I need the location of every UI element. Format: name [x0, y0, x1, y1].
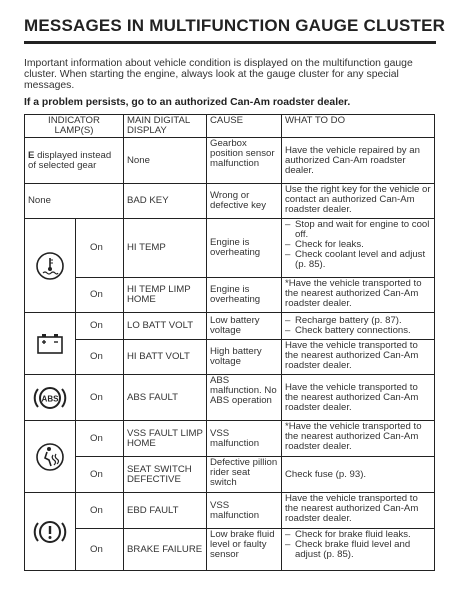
table-row	[25, 421, 435, 457]
table-row	[25, 375, 435, 421]
display-cell: HI BATT VOLT	[124, 340, 207, 375]
lamp-state: On	[76, 313, 124, 340]
todo-cell: Check fuse (p. 93).	[282, 457, 435, 493]
header-indicator: INDICATOR LAMP(S)	[25, 115, 124, 138]
vss-skid-icon	[35, 441, 65, 473]
messages-table	[24, 114, 435, 571]
list-item: – Recharge battery (p. 87).	[285, 315, 402, 326]
svg-text:ABS: ABS	[41, 394, 59, 403]
coolant-temperature-icon	[35, 251, 65, 281]
list-item: – Stop and wait for engine to cool off.	[285, 219, 430, 240]
list-item: – Check for brake fluid leaks.	[285, 529, 411, 540]
table-header-row	[25, 115, 435, 138]
lamp-state: On	[76, 278, 124, 313]
intro-text: Important information about vehicle condition is displayed on the multifunction gauge cluster. When starting the engine, always look at the gauge cluster for any special messages.	[24, 58, 413, 91]
cause-cell: VSS malfunction	[207, 493, 282, 529]
cause-cell: Wrong or defective key	[207, 184, 282, 219]
display-cell: EBD FAULT	[124, 493, 207, 529]
table-row	[25, 278, 435, 313]
display-cell: None	[124, 138, 207, 184]
lamp-state: On	[76, 375, 124, 421]
dealer-warning: If a problem persists, go to an authorized Can-Am roadster dealer.	[24, 97, 351, 108]
table-row	[25, 493, 435, 529]
icon-cell	[25, 219, 76, 313]
title-rule	[24, 41, 436, 44]
table-row	[25, 184, 435, 219]
todo-cell: *Have the vehicle transported to the nearest authorized Can-Am roadster dealer.	[282, 421, 435, 457]
table-row	[25, 340, 435, 375]
todo-cell: Have the vehicle repaired by an authorized Can-Am roadster dealer.	[282, 138, 435, 184]
todo-cell: Have the vehicle transported to the nearest authorized Can-Am roadster dealer.	[282, 340, 435, 375]
header-todo: WHAT TO DO	[282, 115, 435, 138]
table-row	[25, 529, 435, 571]
battery-icon	[35, 331, 65, 357]
cause-cell: Low battery voltage	[207, 313, 282, 340]
icon-cell	[25, 421, 76, 493]
todo-cell	[282, 313, 435, 340]
table-row	[25, 313, 435, 340]
icon-cell	[25, 375, 76, 421]
table-row	[25, 457, 435, 493]
lamp-state: On	[76, 493, 124, 529]
todo-cell: Have the vehicle transported to the nearest authorized Can-Am roadster dealer.	[282, 375, 435, 421]
abs-icon	[33, 384, 67, 412]
cause-cell: Engine is overheating	[207, 219, 282, 278]
display-cell: BAD KEY	[124, 184, 207, 219]
cause-cell: VSS malfunction	[207, 421, 282, 457]
todo-cell: Have the vehicle transported to the nearest authorized Can-Am roadster dealer.	[282, 493, 435, 529]
table-row	[25, 219, 435, 278]
cause-cell: Gearbox position sensor malfunction	[207, 138, 282, 184]
lamp-state: On	[76, 457, 124, 493]
lamp-state: On	[76, 421, 124, 457]
display-cell: HI TEMP	[124, 219, 207, 278]
display-cell: LO BATT VOLT	[124, 313, 207, 340]
todo-cell	[282, 219, 435, 278]
lamp-state: On	[76, 219, 124, 278]
cause-cell: Low brake fluid level or faulty sensor	[207, 529, 282, 571]
icon-cell	[25, 493, 76, 571]
cause-cell: Defective pillion rider seat switch	[207, 457, 282, 493]
display-cell: BRAKE FAILURE	[124, 529, 207, 571]
cause-cell: Engine is overheating	[207, 278, 282, 313]
table-row	[25, 138, 435, 184]
list-item: – Check for leaks.	[285, 239, 364, 250]
header-display: MAIN DIGITAL DISPLAY	[124, 115, 207, 138]
todo-cell: *Have the vehicle transported to the nearest authorized Can-Am roadster dealer.	[282, 278, 435, 313]
lamp-state: On	[76, 529, 124, 571]
icon-cell	[25, 313, 76, 375]
page-title: MESSAGES IN MULTIFUNCTION GAUGE CLUSTER	[24, 16, 446, 35]
brake-warning-icon	[33, 518, 67, 546]
indicator-cell	[25, 138, 124, 184]
gear-indicator-letter: E	[28, 149, 35, 161]
cause-cell: ABS malfunction. No ABS operation	[207, 375, 282, 421]
lamp-state: On	[76, 340, 124, 375]
todo-cell	[282, 529, 435, 571]
display-cell: VSS FAULT LIMP HOME	[124, 421, 207, 457]
list-item: – Check battery connections.	[285, 325, 411, 336]
list-item: – Check brake fluid level and adjust (p. 85).	[285, 539, 411, 560]
display-cell: ABS FAULT	[124, 375, 207, 421]
indicator-text: displayed instead of selected gear	[28, 149, 112, 171]
display-cell: HI TEMP LIMP HOME	[124, 278, 207, 313]
list-item: – Check coolant level and adjust (p. 85).	[285, 249, 426, 270]
todo-cell: Use the right key for the vehicle or contact an authorized Can-Am roadster dealer.	[282, 184, 435, 219]
indicator-cell: None	[25, 184, 124, 219]
cause-cell: High battery voltage	[207, 340, 282, 375]
display-cell: SEAT SWITCH DEFECTIVE	[124, 457, 207, 493]
header-cause: CAUSE	[207, 115, 282, 138]
